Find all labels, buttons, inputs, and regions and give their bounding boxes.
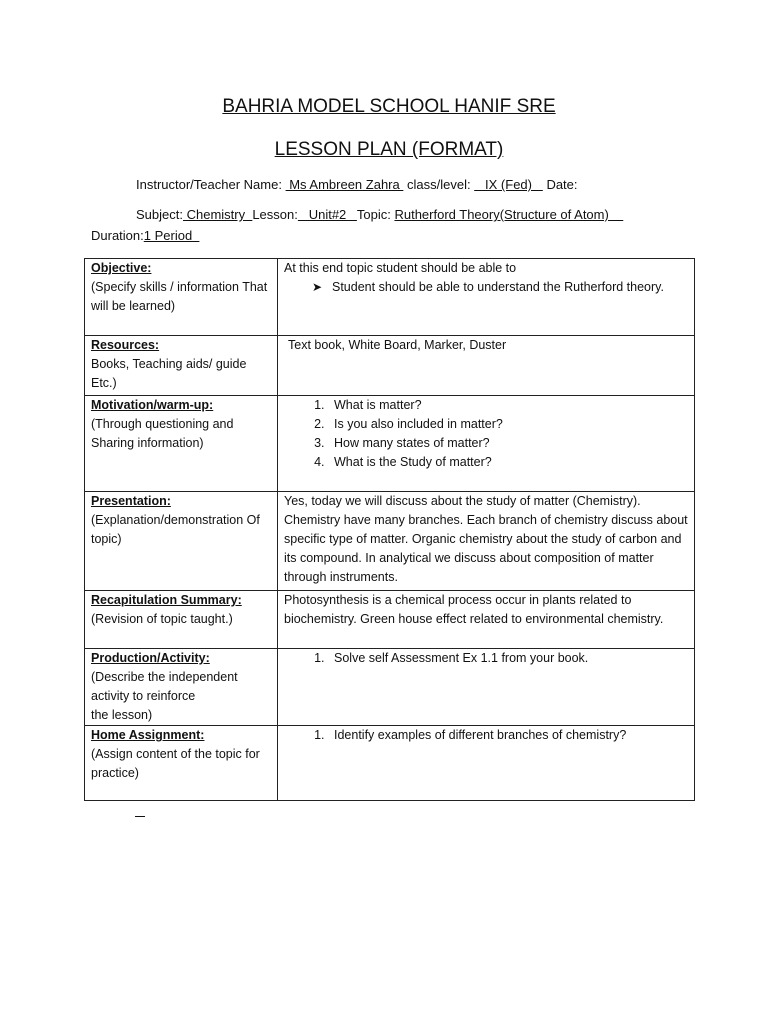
objective-bullet-list — [284, 278, 688, 297]
production-activity-list — [284, 649, 688, 668]
lesson-value: Unit#2 — [297, 207, 357, 222]
resources-content: Text book, White Board, Marker, Duster — [288, 338, 507, 352]
objective-label: Objective: — [91, 261, 152, 275]
school-name-title: BAHRIA MODEL SCHOOL HANIF SRE — [222, 96, 556, 117]
teacher-class-line — [136, 177, 578, 192]
presentation-content-cell — [278, 492, 695, 591]
resources-row — [85, 336, 695, 396]
presentation-label: Presentation: — [91, 494, 171, 508]
topic-label: Topic: — [356, 207, 395, 222]
duration-value: 1 Period — [143, 228, 200, 243]
class-value: IX (Fed) — [474, 177, 543, 192]
presentation-content: Yes, today we will discuss about the study of matter (Chemistry). Chemistry have many branches. Each branch of chemistry discuss about specific type of matter. Organic chemistry about the study of carbon and its compound. In analytical we discuss about composition of matter through instruments. — [284, 494, 688, 584]
recap-label: Recapitulation Summary: — [91, 593, 242, 607]
recap-desc: (Revision of topic taught.) — [91, 612, 233, 626]
motivation-label: Motivation/warm-up: — [91, 398, 214, 412]
list-item: 4. What is the Study of matter? — [328, 453, 688, 472]
presentation-desc: (Explanation/demonstration Of topic) — [91, 513, 260, 546]
teacher-value: Ms Ambreen Zahra — [285, 177, 404, 192]
presentation-label-cell — [85, 492, 278, 591]
objective-desc: (Specify skills / information That will be learned) — [91, 280, 268, 313]
recap-row — [85, 591, 695, 649]
subject-label: Subject: — [136, 207, 183, 222]
motivation-row — [85, 396, 695, 492]
motivation-question-list — [284, 396, 688, 472]
topic-value: Rutherford Theory(Structure of Atom) — [394, 207, 624, 222]
arrowhead-bullet-icon: ➤ — [312, 280, 323, 294]
trailing-underscore-mark — [135, 816, 145, 817]
list-item — [312, 278, 688, 297]
duration-label: Duration: — [91, 228, 144, 243]
resources-label: Resources: — [91, 338, 160, 352]
resources-desc: Books, Teaching aids/ guide Etc.) — [91, 357, 247, 390]
production-label-cell — [85, 649, 278, 726]
objective-intro: At this end topic student should be able to — [284, 261, 517, 275]
objective-label-cell — [85, 259, 278, 336]
lesson-plan-table — [84, 258, 695, 801]
homework-label: Home Assignment: — [91, 728, 205, 742]
lesson-plan-title: LESSON PLAN (FORMAT) — [274, 139, 504, 160]
class-label: class/level: — [406, 177, 471, 192]
motivation-content-cell — [278, 396, 695, 492]
homework-row — [85, 726, 695, 801]
list-item: 3. How many states of matter? — [328, 434, 688, 453]
recap-label-cell — [85, 591, 278, 649]
objective-bullet-text: Student should be able to understand the Rutherford theory. — [332, 280, 664, 294]
production-label: Production/Activity: — [91, 651, 210, 665]
objective-row — [85, 259, 695, 336]
production-desc-cont: the lesson) — [91, 708, 153, 722]
presentation-row — [85, 492, 695, 591]
lesson-label: Lesson: — [252, 207, 298, 222]
list-item: 1. Identify examples of different branches of chemistry? — [328, 726, 688, 745]
objective-content-cell — [278, 259, 695, 336]
subject-lesson-topic-line — [136, 207, 623, 222]
homework-content-cell — [278, 726, 695, 801]
list-item: 2. Is you also included in matter? — [328, 415, 688, 434]
homework-list — [284, 726, 688, 745]
production-content-cell — [278, 649, 695, 726]
list-item: 1. Solve self Assessment Ex 1.1 from your book. — [328, 649, 688, 668]
date-label: Date: — [546, 177, 578, 192]
teacher-label: Instructor/Teacher Name: — [136, 177, 282, 192]
production-desc: (Describe the independent activity to reinforce — [91, 670, 238, 703]
duration-line — [91, 228, 199, 243]
homework-label-cell — [85, 726, 278, 801]
motivation-label-cell — [85, 396, 278, 492]
resources-content-cell — [278, 336, 695, 396]
list-item: 1. What is matter? — [328, 396, 688, 415]
homework-desc: (Assign content of the topic for practice) — [91, 747, 260, 780]
recap-content: Photosynthesis is a chemical process occur in plants related to biochemistry. Green house effect related to environmental chemistry. — [284, 593, 664, 626]
motivation-desc: (Through questioning and Sharing information) — [91, 417, 234, 450]
recap-content-cell — [278, 591, 695, 649]
subject-value: Chemistry — [182, 207, 253, 222]
resources-label-cell — [85, 336, 278, 396]
production-row — [85, 649, 695, 726]
